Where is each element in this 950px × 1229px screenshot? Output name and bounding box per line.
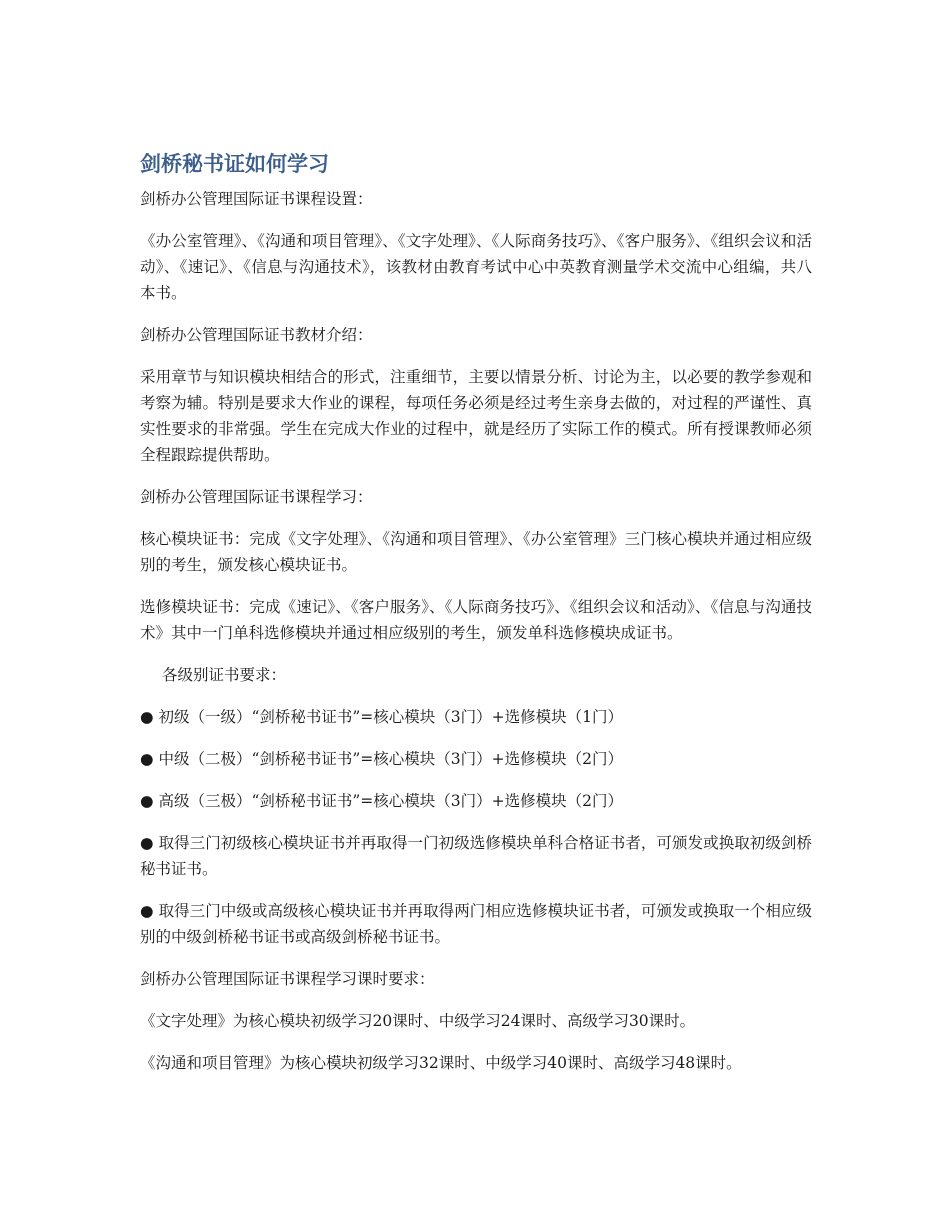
paragraph-core-module-certificate: 核心模块证书：完成《文字处理》、《沟通和项目管理》、《办公室管理》三门核心模块并通过相应级别的考生，颁发核心模块证书。: [140, 530, 812, 574]
paragraph-word-processing-hours: 《文字处理》为核心模块初级学习20课时、中级学习24课时、高级学习30课时。: [140, 1012, 696, 1030]
paragraph-textbook-heading: 剑桥办公管理国际证书教材介绍：: [140, 326, 373, 344]
paragraph-elective-module-certificate: 选修模块证书：完成《速记》、《客户服务》、《人际商务技巧》、《组织会议和活动》、《信息与沟通技术》其中一门单科选修模块并通过相应级别的考生，颁发单科选修模块成证书。: [140, 598, 812, 642]
document-title: 剑桥秘书证如何学习: [140, 152, 329, 176]
paragraph-hours-heading: 剑桥办公管理国际证书课程学习课时要求：: [140, 970, 435, 988]
paragraph-course-study-heading: 剑桥办公管理国际证书课程学习：: [140, 488, 373, 506]
bullet-level-one: ● 初级（一级）“剑桥秘书证书”=核心模块（3门）+选修模块（1门）: [140, 708, 623, 726]
document-page: [140, 148, 812, 1092]
bullet-senior-exchange: ● 取得三门中级或高级核心模块证书并再取得两门相应选修模块证书者，可颁发或换取一个相应级别的中级剑桥秘书证书或高级剑桥秘书证书。: [140, 902, 812, 946]
paragraph-course-list: 《办公室管理》、《沟通和项目管理》、《文字处理》、《人际商务技巧》、《客户服务》、《组织会议和活动》、《速记》、《信息与沟通技术》，该教材由教育考试中心中英教育测量学术交流中心组编，共八本书。: [140, 232, 812, 302]
paragraph-communication-hours: 《沟通和项目管理》为核心模块初级学习32课时、中级学习40课时、高级学习48课时。: [140, 1054, 742, 1072]
paragraph-level-requirements-heading: 各级别证书要求：: [162, 666, 287, 684]
bullet-level-two: ● 中级（二极）“剑桥秘书证书”=核心模块（3门）+选修模块（2门）: [140, 750, 623, 768]
bullet-level-three: ● 高级（三极）“剑桥秘书证书”=核心模块（3门）+选修模块（2门）: [140, 792, 623, 810]
bullet-junior-exchange: ● 取得三门初级核心模块证书并再取得一门初级选修模块单科合格证书者，可颁发或换取初级剑桥秘书证书。: [140, 834, 812, 878]
paragraph-textbook-intro: 采用章节与知识模块相结合的形式，注重细节，主要以情景分析、讨论为主，以必要的教学参观和考察为辅。特别是要求大作业的课程，每项任务必须是经过考生亲身去做的，对过程的严谨性、真实性要求的非常强。学生在完成大作业的过程中，就是经历了实际工作的模式。所有授课教师必须全程跟踪提供帮助。: [140, 368, 812, 464]
paragraph-course-setup-heading: 剑桥办公管理国际证书课程设置：: [140, 190, 373, 208]
